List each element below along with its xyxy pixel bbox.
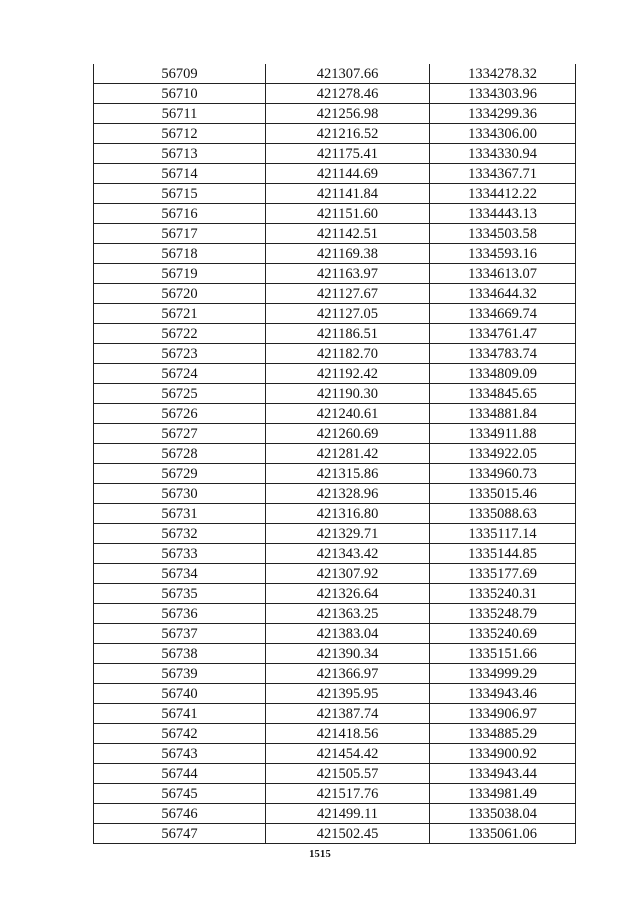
x-coordinate-cell: 421281.42 (266, 444, 430, 464)
point-id-cell: 56739 (94, 664, 266, 684)
x-coordinate-cell: 421454.42 (266, 744, 430, 764)
y-coordinate-cell: 1334412.22 (430, 184, 576, 204)
table-row (94, 624, 576, 644)
point-id-cell: 56712 (94, 124, 266, 144)
point-id-cell: 56726 (94, 404, 266, 424)
y-coordinate-cell: 1334943.44 (430, 764, 576, 784)
table-row (94, 704, 576, 724)
point-id-cell: 56717 (94, 224, 266, 244)
point-id-cell: 56745 (94, 784, 266, 804)
x-coordinate-cell: 421307.66 (266, 64, 430, 84)
y-coordinate-cell: 1334999.29 (430, 664, 576, 684)
table-row (94, 584, 576, 604)
table-row (94, 64, 576, 84)
y-coordinate-cell: 1334881.84 (430, 404, 576, 424)
point-id-cell: 56743 (94, 744, 266, 764)
table-row (94, 784, 576, 804)
x-coordinate-cell: 421240.61 (266, 404, 430, 424)
point-id-cell: 56711 (94, 104, 266, 124)
x-coordinate-cell: 421418.56 (266, 724, 430, 744)
point-id-cell: 56714 (94, 164, 266, 184)
y-coordinate-cell: 1334299.36 (430, 104, 576, 124)
point-id-cell: 56744 (94, 764, 266, 784)
point-id-cell: 56719 (94, 264, 266, 284)
x-coordinate-cell: 421499.11 (266, 804, 430, 824)
y-coordinate-cell: 1334593.16 (430, 244, 576, 264)
point-id-cell: 56741 (94, 704, 266, 724)
x-coordinate-cell: 421142.51 (266, 224, 430, 244)
x-coordinate-cell: 421144.69 (266, 164, 430, 184)
x-coordinate-cell: 421329.71 (266, 524, 430, 544)
table-row (94, 424, 576, 444)
y-coordinate-cell: 1334906.97 (430, 704, 576, 724)
y-coordinate-cell: 1335015.46 (430, 484, 576, 504)
x-coordinate-cell: 421256.98 (266, 104, 430, 124)
point-id-cell: 56721 (94, 304, 266, 324)
point-id-cell: 56710 (94, 84, 266, 104)
table-row (94, 224, 576, 244)
y-coordinate-cell: 1335240.69 (430, 624, 576, 644)
table-row (94, 324, 576, 344)
table-row (94, 804, 576, 824)
table-row (94, 464, 576, 484)
page-number: 1515 (309, 849, 331, 860)
x-coordinate-cell: 421186.51 (266, 324, 430, 344)
table-row (94, 724, 576, 744)
x-coordinate-cell: 421316.80 (266, 504, 430, 524)
point-id-cell: 56729 (94, 464, 266, 484)
y-coordinate-cell: 1334443.13 (430, 204, 576, 224)
point-id-cell: 56709 (94, 64, 266, 84)
point-id-cell: 56716 (94, 204, 266, 224)
y-coordinate-cell: 1334669.74 (430, 304, 576, 324)
point-id-cell: 56733 (94, 544, 266, 564)
table-row (94, 824, 576, 844)
point-id-cell: 56728 (94, 444, 266, 464)
point-id-cell: 56723 (94, 344, 266, 364)
table-row (94, 384, 576, 404)
table-row (94, 304, 576, 324)
point-id-cell: 56742 (94, 724, 266, 744)
x-coordinate-cell: 421175.41 (266, 144, 430, 164)
point-id-cell: 56713 (94, 144, 266, 164)
table-row (94, 484, 576, 504)
y-coordinate-cell: 1335038.04 (430, 804, 576, 824)
x-coordinate-cell: 421505.57 (266, 764, 430, 784)
table-row (94, 124, 576, 144)
table-row (94, 344, 576, 364)
x-coordinate-cell: 421260.69 (266, 424, 430, 444)
y-coordinate-cell: 1334306.00 (430, 124, 576, 144)
x-coordinate-cell: 421307.92 (266, 564, 430, 584)
x-coordinate-cell: 421151.60 (266, 204, 430, 224)
table-row (94, 84, 576, 104)
y-coordinate-cell: 1334943.46 (430, 684, 576, 704)
y-coordinate-cell: 1334922.05 (430, 444, 576, 464)
y-coordinate-cell: 1335177.69 (430, 564, 576, 584)
y-coordinate-cell: 1334809.09 (430, 364, 576, 384)
point-id-cell: 56734 (94, 564, 266, 584)
table-row (94, 164, 576, 184)
y-coordinate-cell: 1334885.29 (430, 724, 576, 744)
point-id-cell: 56732 (94, 524, 266, 544)
y-coordinate-cell: 1334845.65 (430, 384, 576, 404)
x-coordinate-cell: 421127.05 (266, 304, 430, 324)
point-id-cell: 56725 (94, 384, 266, 404)
x-coordinate-cell: 421326.64 (266, 584, 430, 604)
coordinate-table (93, 64, 576, 844)
x-coordinate-cell: 421517.76 (266, 784, 430, 804)
table-row (94, 664, 576, 684)
x-coordinate-cell: 421216.52 (266, 124, 430, 144)
y-coordinate-cell: 1335240.31 (430, 584, 576, 604)
x-coordinate-cell: 421383.04 (266, 624, 430, 644)
y-coordinate-cell: 1335061.06 (430, 824, 576, 844)
y-coordinate-cell: 1334783.74 (430, 344, 576, 364)
y-coordinate-cell: 1334761.47 (430, 324, 576, 344)
table-row (94, 144, 576, 164)
table-row (94, 604, 576, 624)
y-coordinate-cell: 1334303.96 (430, 84, 576, 104)
table-row (94, 204, 576, 224)
point-id-cell: 56730 (94, 484, 266, 504)
x-coordinate-cell: 421387.74 (266, 704, 430, 724)
point-id-cell: 56722 (94, 324, 266, 344)
y-coordinate-cell: 1335151.66 (430, 644, 576, 664)
table-row (94, 504, 576, 524)
x-coordinate-cell: 421502.45 (266, 824, 430, 844)
point-id-cell: 56738 (94, 644, 266, 664)
x-coordinate-cell: 421328.96 (266, 484, 430, 504)
y-coordinate-cell: 1335088.63 (430, 504, 576, 524)
y-coordinate-cell: 1334900.92 (430, 744, 576, 764)
y-coordinate-cell: 1334644.32 (430, 284, 576, 304)
table-row (94, 364, 576, 384)
point-id-cell: 56746 (94, 804, 266, 824)
x-coordinate-cell: 421163.97 (266, 264, 430, 284)
y-coordinate-cell: 1334367.71 (430, 164, 576, 184)
x-coordinate-cell: 421127.67 (266, 284, 430, 304)
y-coordinate-cell: 1334278.32 (430, 64, 576, 84)
table-row (94, 744, 576, 764)
table-row (94, 184, 576, 204)
point-id-cell: 56731 (94, 504, 266, 524)
x-coordinate-cell: 421192.42 (266, 364, 430, 384)
point-id-cell: 56715 (94, 184, 266, 204)
point-id-cell: 56720 (94, 284, 266, 304)
table-row (94, 444, 576, 464)
table-row (94, 264, 576, 284)
point-id-cell: 56735 (94, 584, 266, 604)
table-row (94, 284, 576, 304)
x-coordinate-cell: 421182.70 (266, 344, 430, 364)
table-row (94, 564, 576, 584)
table-row (94, 404, 576, 424)
table-row (94, 544, 576, 564)
x-coordinate-cell: 421363.25 (266, 604, 430, 624)
point-id-cell: 56747 (94, 824, 266, 844)
point-id-cell: 56718 (94, 244, 266, 264)
y-coordinate-cell: 1335144.85 (430, 544, 576, 564)
y-coordinate-cell: 1334613.07 (430, 264, 576, 284)
x-coordinate-cell: 421343.42 (266, 544, 430, 564)
table-row (94, 244, 576, 264)
point-id-cell: 56736 (94, 604, 266, 624)
x-coordinate-cell: 421390.34 (266, 644, 430, 664)
x-coordinate-cell: 421395.95 (266, 684, 430, 704)
y-coordinate-cell: 1334981.49 (430, 784, 576, 804)
point-id-cell: 56727 (94, 424, 266, 444)
x-coordinate-cell: 421169.38 (266, 244, 430, 264)
table-row (94, 524, 576, 544)
x-coordinate-cell: 421315.86 (266, 464, 430, 484)
x-coordinate-cell: 421190.30 (266, 384, 430, 404)
point-id-cell: 56740 (94, 684, 266, 704)
y-coordinate-cell: 1334960.73 (430, 464, 576, 484)
x-coordinate-cell: 421141.84 (266, 184, 430, 204)
table-row (94, 684, 576, 704)
table-row (94, 104, 576, 124)
point-id-cell: 56724 (94, 364, 266, 384)
y-coordinate-cell: 1334911.88 (430, 424, 576, 444)
y-coordinate-cell: 1334503.58 (430, 224, 576, 244)
coordinate-table-body (94, 64, 576, 844)
table-row (94, 644, 576, 664)
table-row (94, 764, 576, 784)
y-coordinate-cell: 1334330.94 (430, 144, 576, 164)
x-coordinate-cell: 421366.97 (266, 664, 430, 684)
x-coordinate-cell: 421278.46 (266, 84, 430, 104)
y-coordinate-cell: 1335117.14 (430, 524, 576, 544)
point-id-cell: 56737 (94, 624, 266, 644)
y-coordinate-cell: 1335248.79 (430, 604, 576, 624)
